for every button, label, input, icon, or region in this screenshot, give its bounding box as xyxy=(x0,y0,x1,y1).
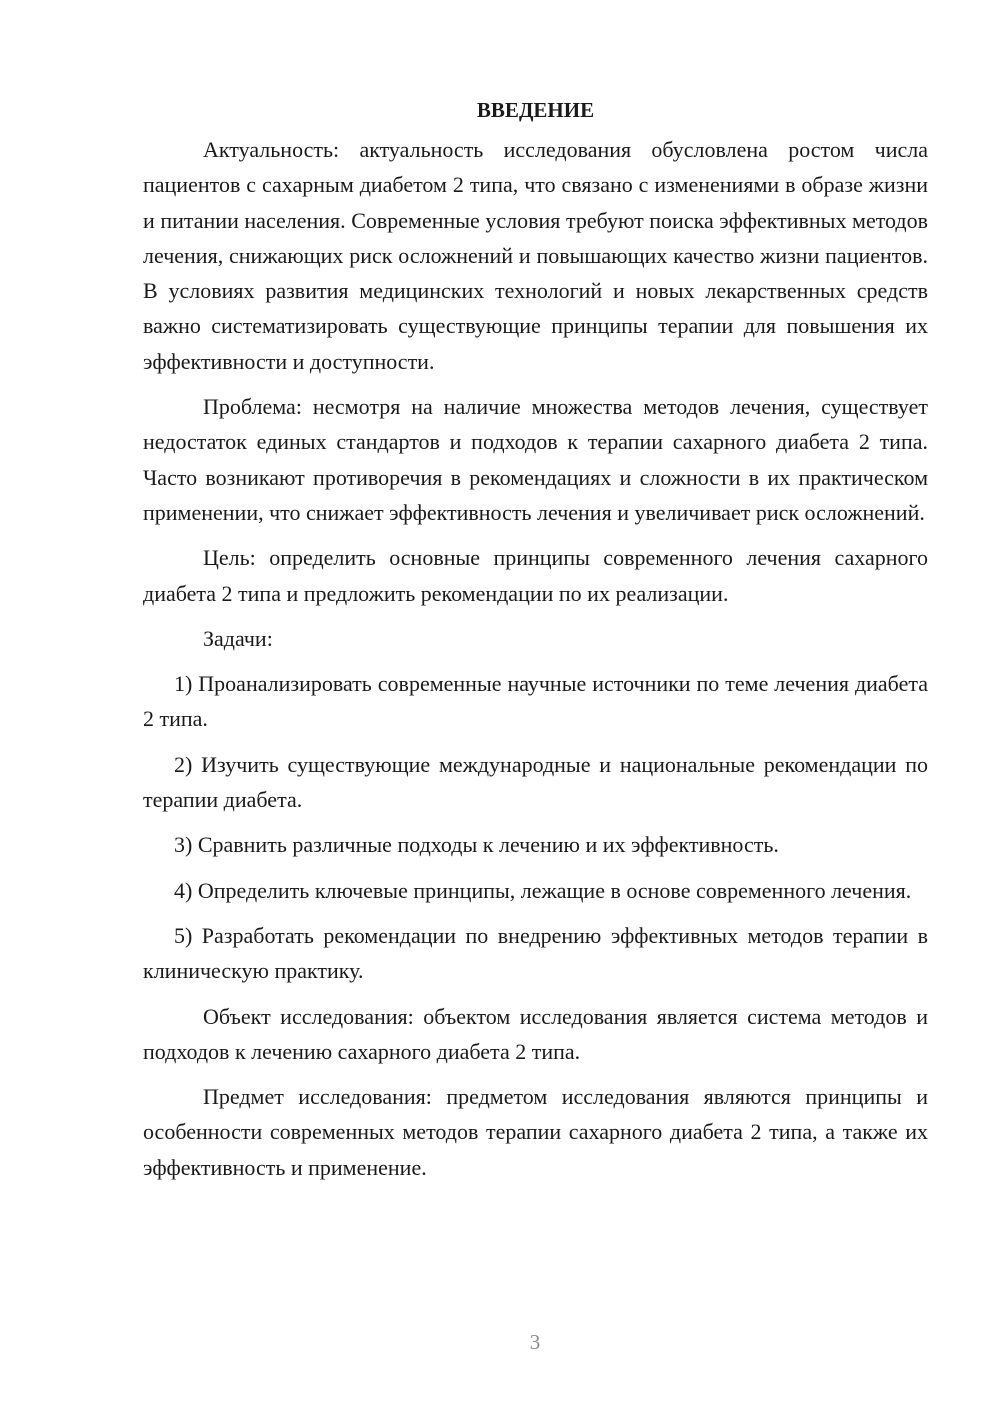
task-item-2: 2) Изучить существующие международные и национальные рекомендации по терапии диабета. xyxy=(143,751,928,813)
task-item-4: 4) Определить ключевые принципы, лежащие в основе современного лечения. xyxy=(174,877,912,903)
document-page xyxy=(143,92,928,1195)
tasks-label: Задачи: xyxy=(203,625,273,651)
task-item-3: 3) Сравнить различные подходы к лечению и их эффективность. xyxy=(174,832,779,858)
page-title: ВВЕДЕНИЕ xyxy=(476,98,595,122)
object-paragraph: Объект исследования: объектом исследования является система методов и подходов к лечению сахарного диабета 2 типа. xyxy=(143,1003,928,1064)
page-number: 3 xyxy=(529,1330,541,1354)
relevance-paragraph: Актуальность: актуальность исследования обусловлена ростом числа пациентов с сахарным диабетом 2 типа, что связано с изменениями в образе жизни и питании населения. Современные условия требуют поиска эффективных методов лечения, снижающих риск осложнений и повышающих качество жизни пациентов. В условиях развития медицинских технологий и новых лекарственных средств важно систематизировать существующие принципы терапии для повышения их эффективности и доступности. xyxy=(143,137,928,374)
task-item-1: 1) Проанализировать современные научные источники по теме лечения диабета 2 типа. xyxy=(143,671,928,732)
problem-paragraph: Проблема: несмотря на наличие множества методов лечения, существует недостаток единых стандартов и подходов к терапии сахарного диабета 2 типа. Часто возникают противоречия в рекомендациях и сложности в их практическом применении, что снижает эффективность лечения и увеличивает риск осложнений. xyxy=(143,394,928,525)
goal-paragraph: Цель: определить основные принципы современного лечения сахарного диабета 2 типа и предложить рекомендации по их реализации. xyxy=(143,545,928,606)
task-item-5: 5) Разработать рекомендации по внедрению эффективных методов терапии в клиническую практику. xyxy=(143,922,928,984)
subject-paragraph: Предмет исследования: предметом исследования являются принципы и особенности современных методов терапии сахарного диабета 2 типа, а также их эффективность и применение. xyxy=(143,1084,928,1180)
